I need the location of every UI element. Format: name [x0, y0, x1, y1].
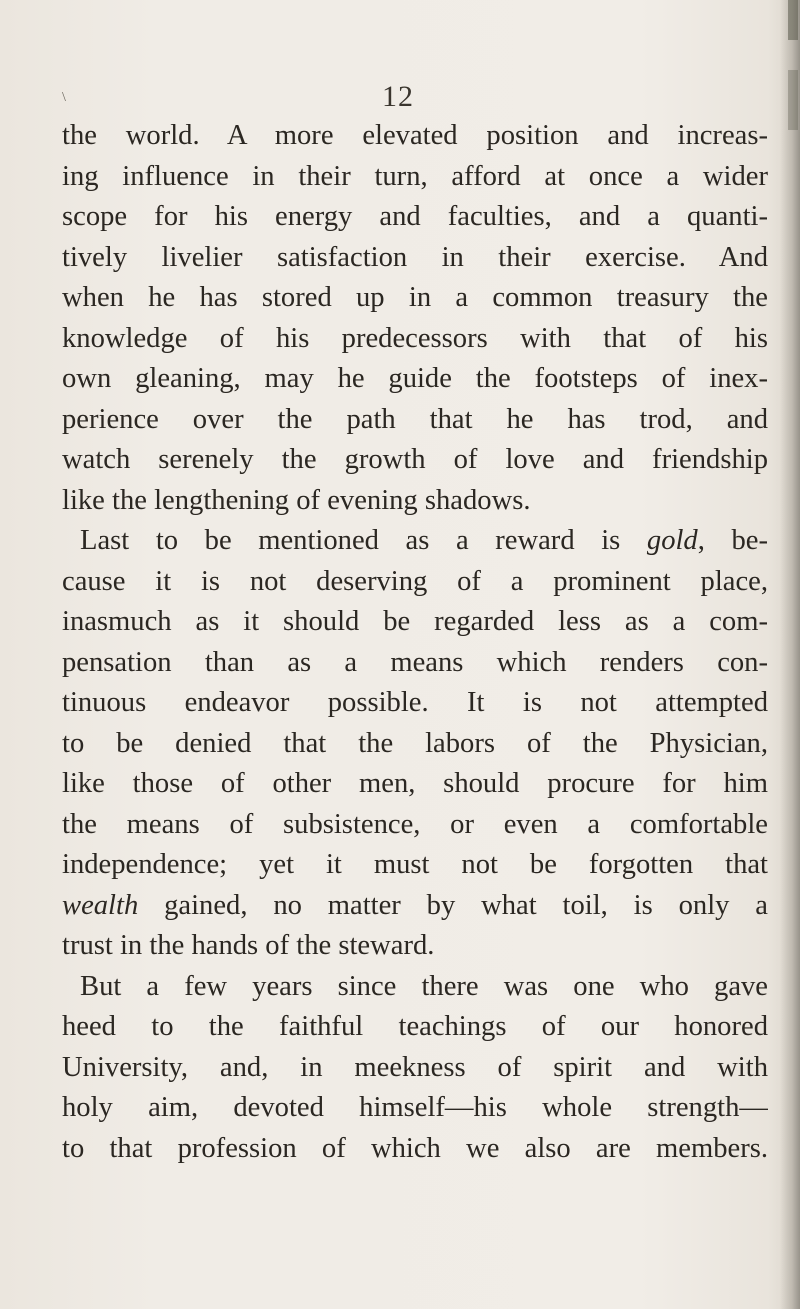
text-line: cause it is not deserving of a prominent place,	[62, 565, 768, 597]
text-line: pensation than as a means which renders con-	[62, 646, 768, 678]
text-line: ing influence in their turn, afford at once a wider	[62, 160, 768, 192]
text-line: tinuous endeavor possible. It is not attempted	[62, 687, 768, 718]
text-line: the means of subsistence, or even a comfortable	[62, 808, 768, 840]
text-line: perience over the path that he has trod, and	[62, 403, 768, 435]
page-edge-mark	[788, 0, 798, 40]
text-line: like those of other men, should procure for him	[62, 768, 768, 799]
body-text	[62, 116, 768, 1169]
text-line: scope for his energy and faculties, and a quanti-	[62, 201, 768, 232]
text-line: trust in the hands of the steward.	[62, 930, 435, 961]
text-line: holy aim, devoted himself—his whole strength—	[62, 1092, 768, 1123]
text-line: like the lengthening of evening shadows.	[62, 484, 531, 516]
text-line: watch serenely the growth of love and friendship	[62, 444, 768, 475]
page-edge-mark	[788, 70, 798, 130]
margin-mark: \	[62, 90, 66, 105]
text-line: University, and, in meekness of spirit and with	[62, 1051, 768, 1083]
text-line: But a few years since there was one who gave	[80, 970, 768, 1002]
text-line: tively livelier satisfaction in their exercise. And	[62, 241, 768, 273]
text-line: to that profession of which we also are members.	[62, 1132, 768, 1164]
page-edge-shadow	[780, 0, 800, 1309]
italic-word: gold	[646, 525, 698, 556]
text-line: wealth gained, no matter by what toil, is only a	[62, 889, 768, 921]
text-line: own gleaning, may he guide the footsteps of inex-	[62, 363, 768, 394]
text-line: inasmuch as it should be regarded less as a com-	[62, 606, 768, 637]
text-line: the world. A more elevated position and increas-	[62, 120, 768, 151]
text-line: Last to be mentioned as a reward is gold, be-	[80, 525, 768, 556]
page-number: 12	[382, 80, 414, 113]
text-line: heed to the faithful teachings of our honored	[62, 1011, 768, 1042]
text-line: when he has stored up in a common treasury the	[62, 282, 768, 313]
text-line: to be denied that the labors of the Physician,	[62, 727, 768, 759]
text-line: knowledge of his predecessors with that of his	[62, 322, 768, 354]
text-line: independence; yet it must not be forgotten that	[62, 849, 768, 880]
italic-word: wealth	[62, 889, 139, 921]
